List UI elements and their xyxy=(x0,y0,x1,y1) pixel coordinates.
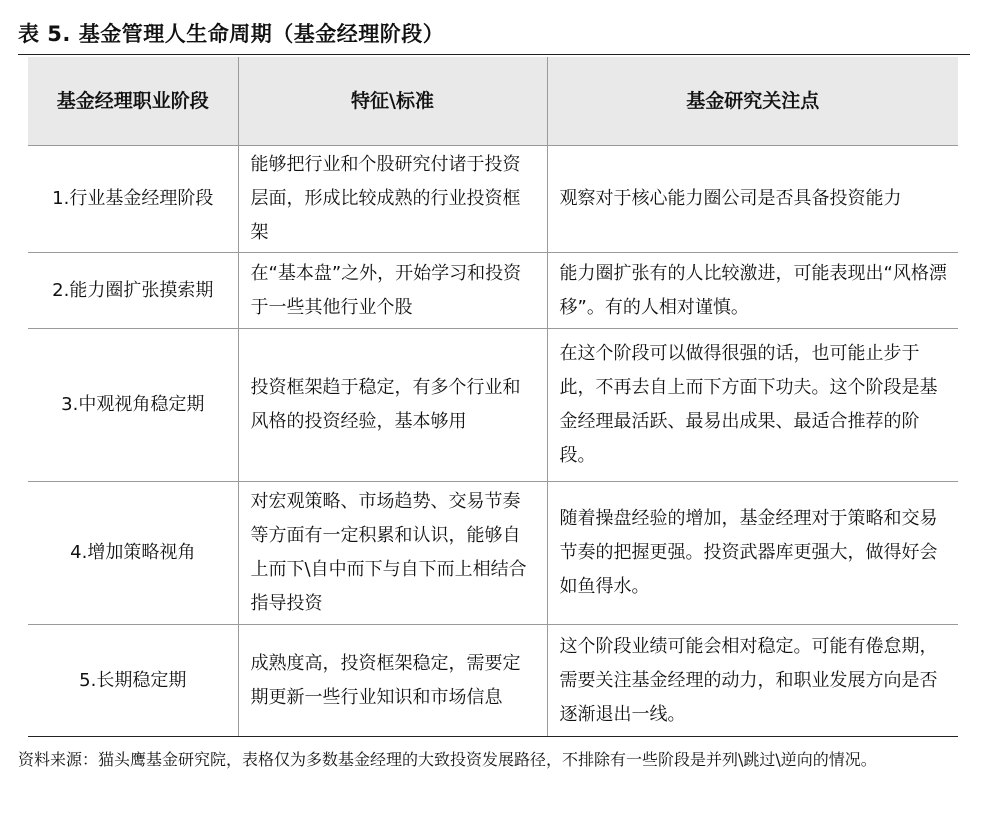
feature-cell: 能够把行业和个股研究付诸于投资层面，形成比较成熟的行业投资框架 xyxy=(238,146,547,253)
source-note: 资料来源：猫头鹰基金研究院，表格仅为多数基金经理的大致投资发展路径，不排除有一些阶段是并列\跳过\逆向的情况。 xyxy=(18,750,877,769)
header-research-focus: 基金研究关注点 xyxy=(547,57,958,146)
table-row xyxy=(28,482,958,625)
header-career-stage: 基金经理职业阶段 xyxy=(28,57,238,146)
title-rule xyxy=(18,54,970,55)
stage-cell: 1.行业基金经理阶段 xyxy=(28,146,238,253)
table-row xyxy=(28,329,958,482)
focus-cell: 观察对于核心能力圈公司是否具备投资能力 xyxy=(547,146,958,253)
feature-cell: 投资框架趋于稳定，有多个行业和风格的投资经验，基本够用 xyxy=(238,329,547,482)
focus-cell: 能力圈扩张有的人比较激进，可能表现出“风格漂移”。有的人相对谨慎。 xyxy=(547,253,958,329)
feature-cell: 对宏观策略、市场趋势、交易节奏等方面有一定积累和认识，能够自上而下\自中而下与自下而上相结合指导投资 xyxy=(238,482,547,625)
feature-cell: 成熟度高，投资框架稳定，需要定期更新一些行业知识和市场信息 xyxy=(238,625,547,737)
focus-cell: 随着操盘经验的增加，基金经理对于策略和交易节奏的把握更强。投资武器库更强大，做得好会如鱼得水。 xyxy=(547,482,958,625)
stage-cell: 5.长期稳定期 xyxy=(28,625,238,737)
stage-cell: 4.增加策略视角 xyxy=(28,482,238,625)
stage-cell: 2.能力圈扩张摸索期 xyxy=(28,253,238,329)
header-feature-standard: 特征\标准 xyxy=(238,57,547,146)
table-row xyxy=(28,253,958,329)
focus-cell: 在这个阶段可以做得很强的话，也可能止步于此，不再去自上而下方面下功夫。这个阶段是基金经理最活跃、最易出成果、最适合推荐的阶段。 xyxy=(547,329,958,482)
focus-cell: 这个阶段业绩可能会相对稳定。可能有倦怠期，需要关注基金经理的动力，和职业发展方向是否逐渐退出一线。 xyxy=(547,625,958,737)
table-title: 表 5. 基金管理人生命周期（基金经理阶段） xyxy=(18,22,445,46)
table-row xyxy=(28,625,958,737)
feature-cell: 在“基本盘”之外，开始学习和投资于一些其他行业个股 xyxy=(238,253,547,329)
fund-manager-stage-table xyxy=(28,57,958,737)
table-row xyxy=(28,146,958,253)
stage-cell: 3.中观视角稳定期 xyxy=(28,329,238,482)
table-header-row xyxy=(28,57,958,146)
